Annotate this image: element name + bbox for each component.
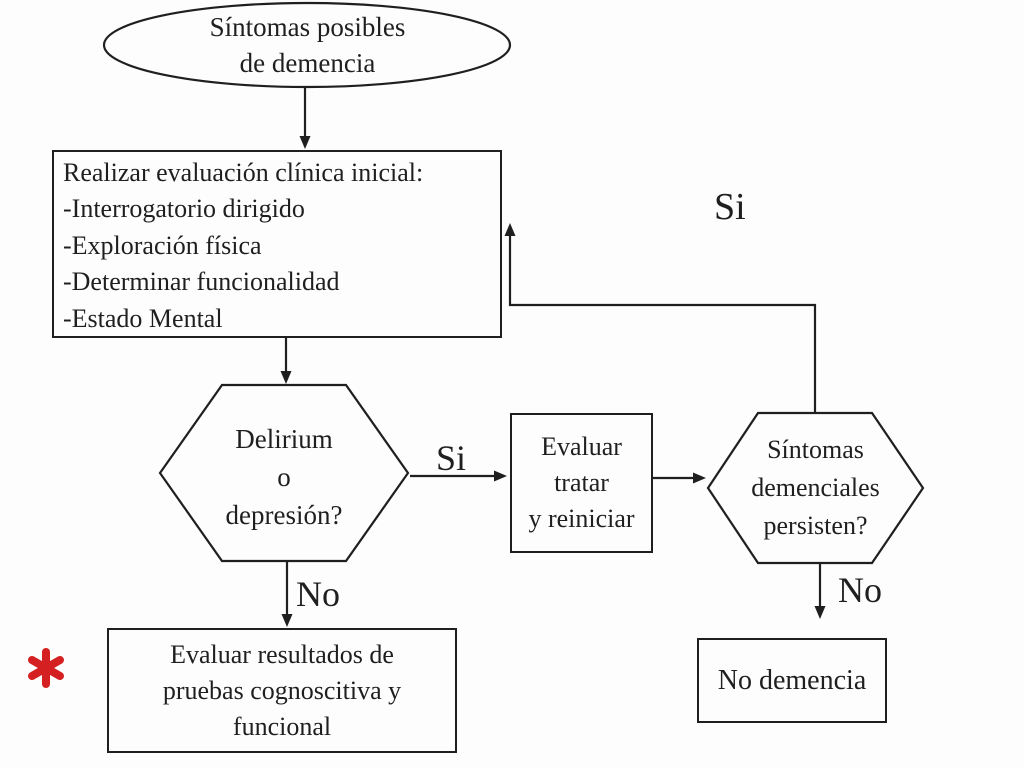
initial-evaluation-line: -Exploración física bbox=[63, 230, 262, 260]
symptoms-persist-line: persisten? bbox=[763, 511, 868, 540]
delirium-decision-label bbox=[160, 385, 408, 563]
arrowhead-treat-to-persist bbox=[693, 473, 706, 484]
initial-evaluation-line: Realizar evaluación clínica inicial: bbox=[63, 157, 424, 187]
arrow-persist-feedback-to-evaluation bbox=[510, 234, 815, 413]
arrowhead-evaluation-to-delirium bbox=[281, 371, 292, 384]
evaluate-results-line: Evaluar resultados de bbox=[170, 639, 394, 669]
initial-evaluation-line: -Interrogatorio dirigido bbox=[63, 194, 305, 224]
treat-restart-label bbox=[510, 413, 653, 553]
symptoms-persist-line: demenciales bbox=[751, 473, 880, 502]
treat-restart-line: Evaluar bbox=[541, 432, 622, 461]
evaluate-results-line: pruebas cognoscitiva y bbox=[162, 675, 402, 705]
arrowhead-delirium-to-results bbox=[282, 614, 293, 627]
symptoms-persist-decision-label bbox=[708, 413, 923, 563]
start-node-line: Síntomas posibles bbox=[209, 12, 406, 42]
edge-label-si-delirium: Si bbox=[436, 438, 467, 478]
arrowhead-delirium-to-treat bbox=[494, 471, 507, 482]
symptoms-persist-line: Síntomas bbox=[767, 435, 864, 464]
edge-label-si-persist: Si bbox=[714, 186, 746, 228]
arrowhead-persist-to-nodementia bbox=[815, 606, 826, 619]
treat-restart-line: tratar bbox=[554, 468, 609, 497]
initial-evaluation-label bbox=[52, 150, 502, 338]
arrowhead-start-to-evaluation bbox=[300, 136, 311, 149]
evaluate-results-line: funcional bbox=[232, 711, 332, 741]
initial-evaluation-line: -Determinar funcionalidad bbox=[63, 267, 340, 297]
footnote-asterisk-icon bbox=[32, 652, 60, 684]
edge-label-no-delirium: No bbox=[296, 574, 340, 614]
no-dementia-line: No demencia bbox=[717, 664, 867, 696]
initial-evaluation-line: -Estado Mental bbox=[63, 303, 223, 333]
treat-restart-line: y reiniciar bbox=[528, 504, 635, 533]
start-node-line: de demencia bbox=[239, 48, 376, 78]
edge-label-no-persist: No bbox=[838, 570, 882, 610]
delirium-decision-line: o bbox=[277, 462, 291, 492]
start-node-label bbox=[105, 0, 510, 90]
evaluate-results-label bbox=[107, 628, 457, 753]
delirium-decision-line: Delirium bbox=[235, 424, 333, 454]
delirium-decision-line: depresión? bbox=[225, 500, 343, 530]
no-dementia-label bbox=[697, 638, 887, 723]
arrowhead-persist-feedback bbox=[505, 223, 516, 236]
